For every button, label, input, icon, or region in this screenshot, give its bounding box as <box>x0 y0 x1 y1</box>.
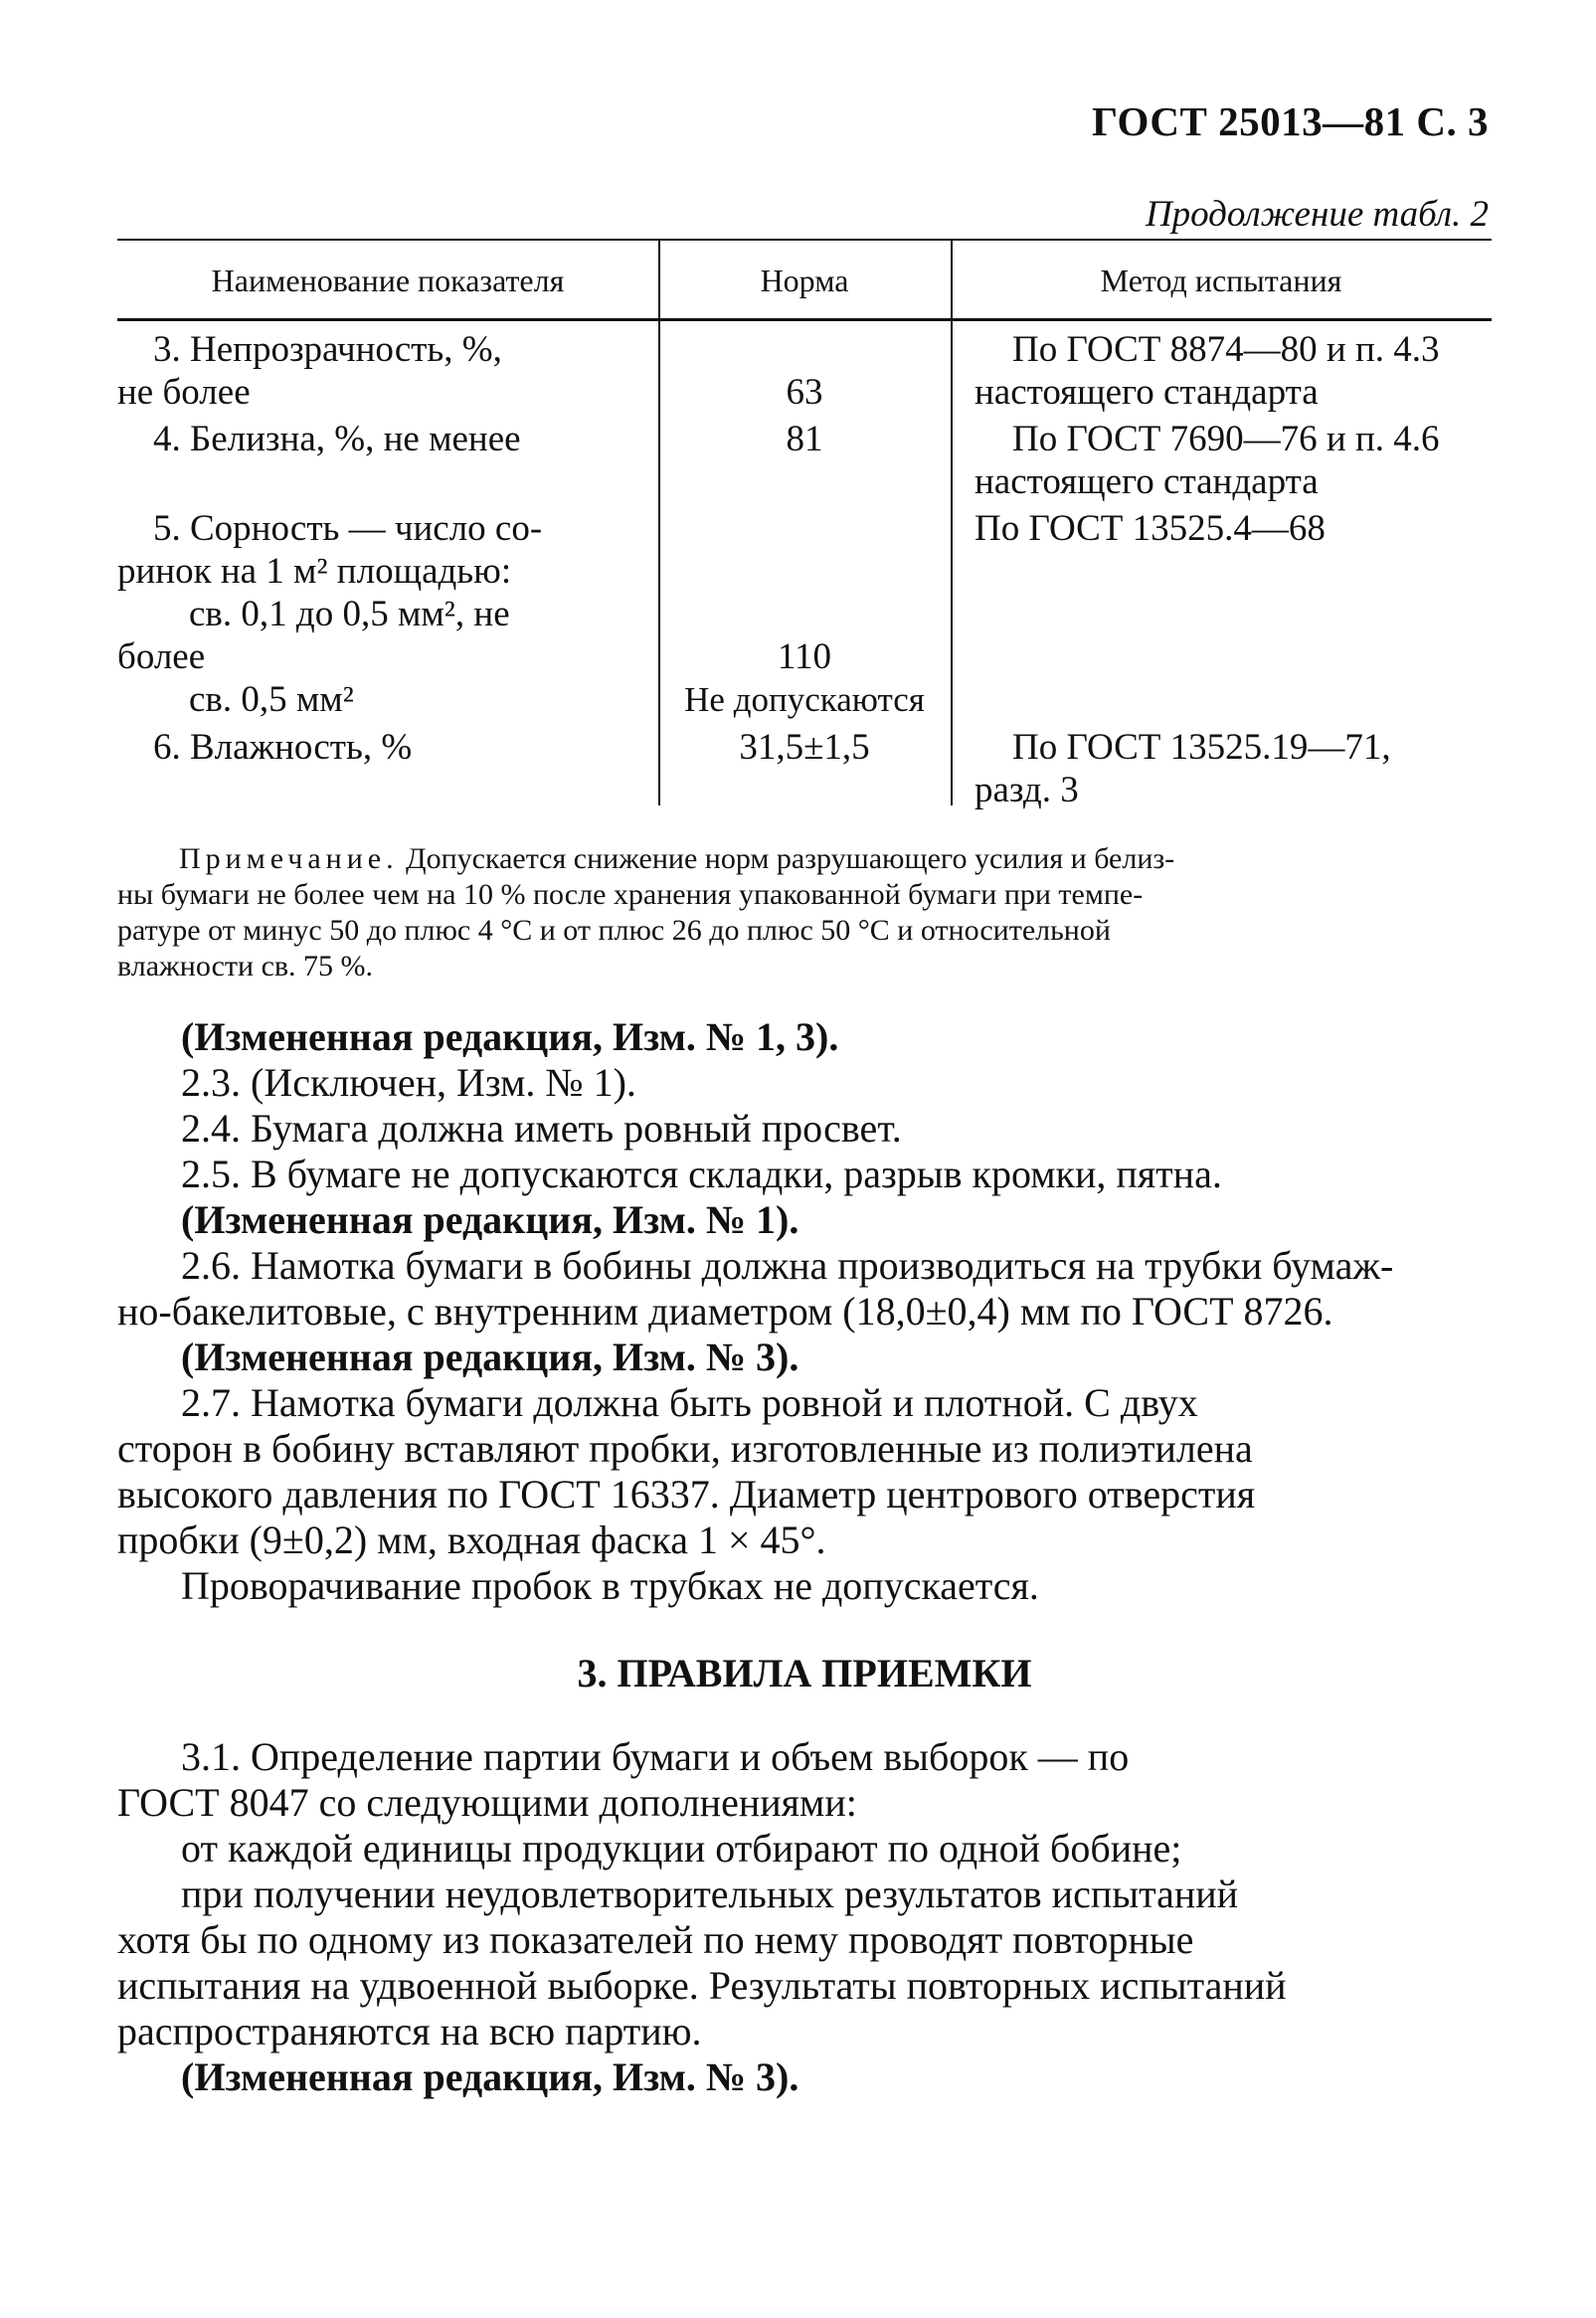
row-method-line: разд. 3 <box>975 770 1079 810</box>
table-top-rule <box>117 239 1492 241</box>
row-name-line: более <box>117 636 206 677</box>
row-name-line: св. 0,5 мм² <box>189 679 354 720</box>
clause-3-1-line: от каждой единицы продукции отбирают по одной бобине; <box>181 1826 1182 1871</box>
table-col-divider-2 <box>951 239 953 805</box>
row-norm: 81 <box>786 419 823 459</box>
row-method-line: настоящего стандарта <box>975 372 1319 413</box>
clause-2-4: 2.4. Бумага должна иметь ровный просвет. <box>181 1106 902 1151</box>
column-header-method: Метод испытания <box>1100 263 1342 298</box>
row-name-line: св. 0,1 до 0,5 мм², не <box>189 594 510 634</box>
clause-2-3: 2.3. (Исключен, Изм. № 1). <box>181 1060 636 1105</box>
column-header-name: Наименование показателя <box>211 263 565 298</box>
row-method-line: По ГОСТ 13525.19—71, <box>1012 727 1391 768</box>
table-note <box>117 841 1492 984</box>
row-name-line: 4. Белизна, %, не менее <box>153 419 521 459</box>
row-norm: Не допускаются <box>684 680 925 719</box>
row-method-line: По ГОСТ 13525.4—68 <box>975 508 1326 549</box>
page-header: ГОСТ 25013—81 С. 3 <box>1091 98 1489 144</box>
clause-2-7-line: сторон в бобину вставляют пробки, изготовленные из полиэтилена <box>117 1426 1253 1471</box>
row-name-line: ринок на 1 м² площадью: <box>117 551 512 592</box>
section-3-title: 3. ПРАВИЛА ПРИЕМКИ <box>577 1651 1032 1695</box>
note-line: Допускается снижение норм разрушающего усилия и белиз- <box>406 842 1175 875</box>
clause-2-7-line: Проворачивание пробок в трубках не допускается. <box>181 1563 1039 1608</box>
row-norm: 110 <box>777 636 832 677</box>
row-method-line: По ГОСТ 7690—76 и п. 4.6 <box>1012 419 1440 459</box>
clause-3-1-line: хотя бы по одному из показателей по нему проводят повторные <box>117 1917 1194 1962</box>
clause-3-1-line: распространяются на всю партию. <box>117 2009 702 2053</box>
note-line: ны бумаги не более чем на 10 % после хранения упакованной бумаги при темпе- <box>117 878 1144 911</box>
amendment-note: (Измененная редакция, Изм. № 3). <box>181 2054 799 2099</box>
amendment-note: (Измененная редакция, Изм. № 3). <box>181 1335 799 1379</box>
row-method-line: настоящего стандарта <box>975 461 1319 502</box>
table-header-rule <box>117 318 1492 321</box>
row-norm: 31,5±1,5 <box>739 727 870 768</box>
clause-2-6-line: но-бакелитовые, с внутренним диаметром (18,0±0,4) мм по ГОСТ 8726. <box>117 1289 1333 1334</box>
row-name-line: не более <box>117 372 251 413</box>
row-name-line: 3. Непрозрачность, %, <box>153 329 502 370</box>
clause-3-1-line: ГОСТ 8047 со следующими дополнениями: <box>117 1780 857 1825</box>
section-3-text <box>117 1734 1492 2100</box>
clause-2-7-line: высокого давления по ГОСТ 16337. Диаметр центрового отверстия <box>117 1472 1256 1516</box>
row-norm: 63 <box>786 372 823 413</box>
clause-3-1-line: 3.1. Определение партии бумаги и объем выборок — по <box>181 1734 1130 1779</box>
clause-2-7-line: 2.7. Намотка бумаги должна быть ровной и плотной. С двух <box>181 1380 1198 1425</box>
clause-3-1-line: при получении неудовлетворительных результатов испытаний <box>181 1872 1239 1916</box>
body-text <box>117 1014 1492 1609</box>
row-name-line: 5. Сорность — число со- <box>153 508 543 549</box>
row-method-line: По ГОСТ 8874—80 и п. 4.3 <box>1012 329 1440 370</box>
amendment-note: (Измененная редакция, Изм. № 1). <box>181 1197 799 1242</box>
note-line: влажности св. 75 %. <box>117 950 374 982</box>
row-name-line: 6. Влажность, % <box>153 727 413 768</box>
clause-3-1-line: испытания на удвоенной выборке. Результаты повторных испытаний <box>117 1963 1287 2008</box>
note-label: Примечание. <box>179 842 399 875</box>
clause-2-5: 2.5. В бумаге не допускаются складки, разрыв кромки, пятна. <box>181 1152 1222 1196</box>
table-caption: Продолжение табл. 2 <box>1145 194 1489 235</box>
amendment-note: (Измененная редакция, Изм. № 1, 3). <box>181 1014 839 1059</box>
note-line: ратуре от минус 50 до плюс 4 °С и от плюс 26 до плюс 50 °С и относительной <box>117 914 1111 947</box>
clause-2-7-line: пробки (9±0,2) мм, входная фаска 1 × 45°. <box>117 1517 826 1562</box>
clause-2-6-line: 2.6. Намотка бумаги в бобины должна производиться на трубки бумаж- <box>181 1243 1394 1288</box>
column-header-norm: Норма <box>760 263 849 298</box>
spec-table <box>117 239 1492 810</box>
